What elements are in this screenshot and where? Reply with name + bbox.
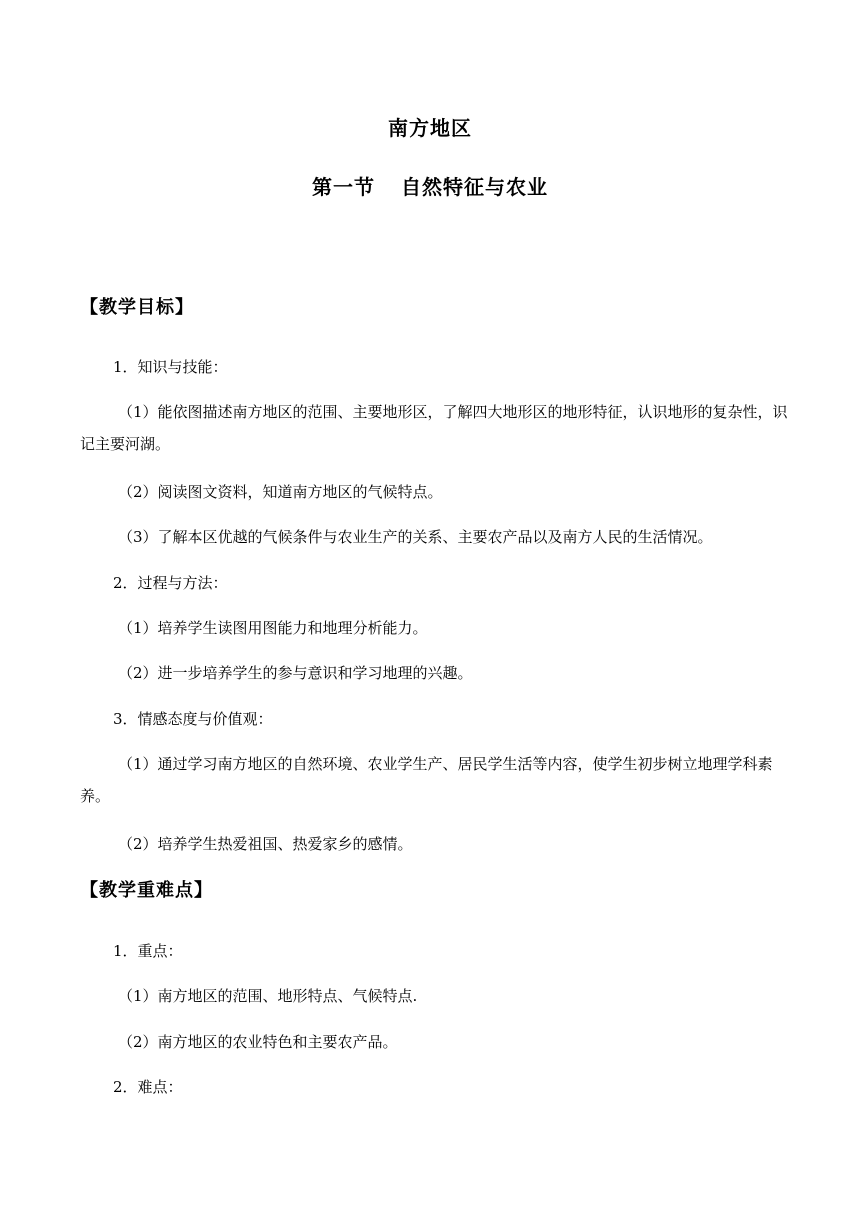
objectives-heading: 【教学目标】 xyxy=(80,297,194,318)
section-name: 自然特征与农业 xyxy=(401,175,548,199)
page-title: 南方地区 xyxy=(388,116,472,140)
section-title xyxy=(0,175,860,199)
key-item-2: （2）南方地区的农业特色和主要农产品。 xyxy=(118,1033,398,1051)
knowledge-heading: 1．知识与技能： xyxy=(113,358,228,376)
knowledge-item-2: （2）阅读图文资料，知道南方地区的气候特点。 xyxy=(118,483,443,501)
key-points-heading: 【教学重难点】 xyxy=(80,880,213,901)
emotion-heading: 3．情感态度与价值观： xyxy=(113,710,273,728)
knowledge-item-1: （1）能依图描述南方地区的范围、主要地形区，了解四大地形区的地形特征，认识地形的复杂性，识记主要河湖。 xyxy=(80,403,788,453)
emotion-item-1: （1）通过学习南方地区的自然环境、农业学生产、居民学生活等内容，使学生初步树立地理学科素养。 xyxy=(80,755,773,805)
section-number: 第一节 xyxy=(312,175,375,199)
key-heading: 1．重点： xyxy=(113,942,183,960)
process-item-1: （1）培养学生读图用图能力和地理分析能力。 xyxy=(118,619,428,637)
emotion-item-2: （2）培养学生热爱祖国、热爱家乡的感情。 xyxy=(118,835,413,853)
process-heading: 2．过程与方法： xyxy=(113,574,228,592)
key-item-1: （1）南方地区的范围、地形特点、气候特点. xyxy=(118,987,418,1005)
knowledge-item-3: （3）了解本区优越的气候条件与农业生产的关系、主要农产品以及南方人民的生活情况。 xyxy=(118,528,713,546)
process-item-2: （2）进一步培养学生的参与意识和学习地理的兴趣。 xyxy=(118,664,473,682)
difficult-heading: 2．难点： xyxy=(113,1078,183,1096)
